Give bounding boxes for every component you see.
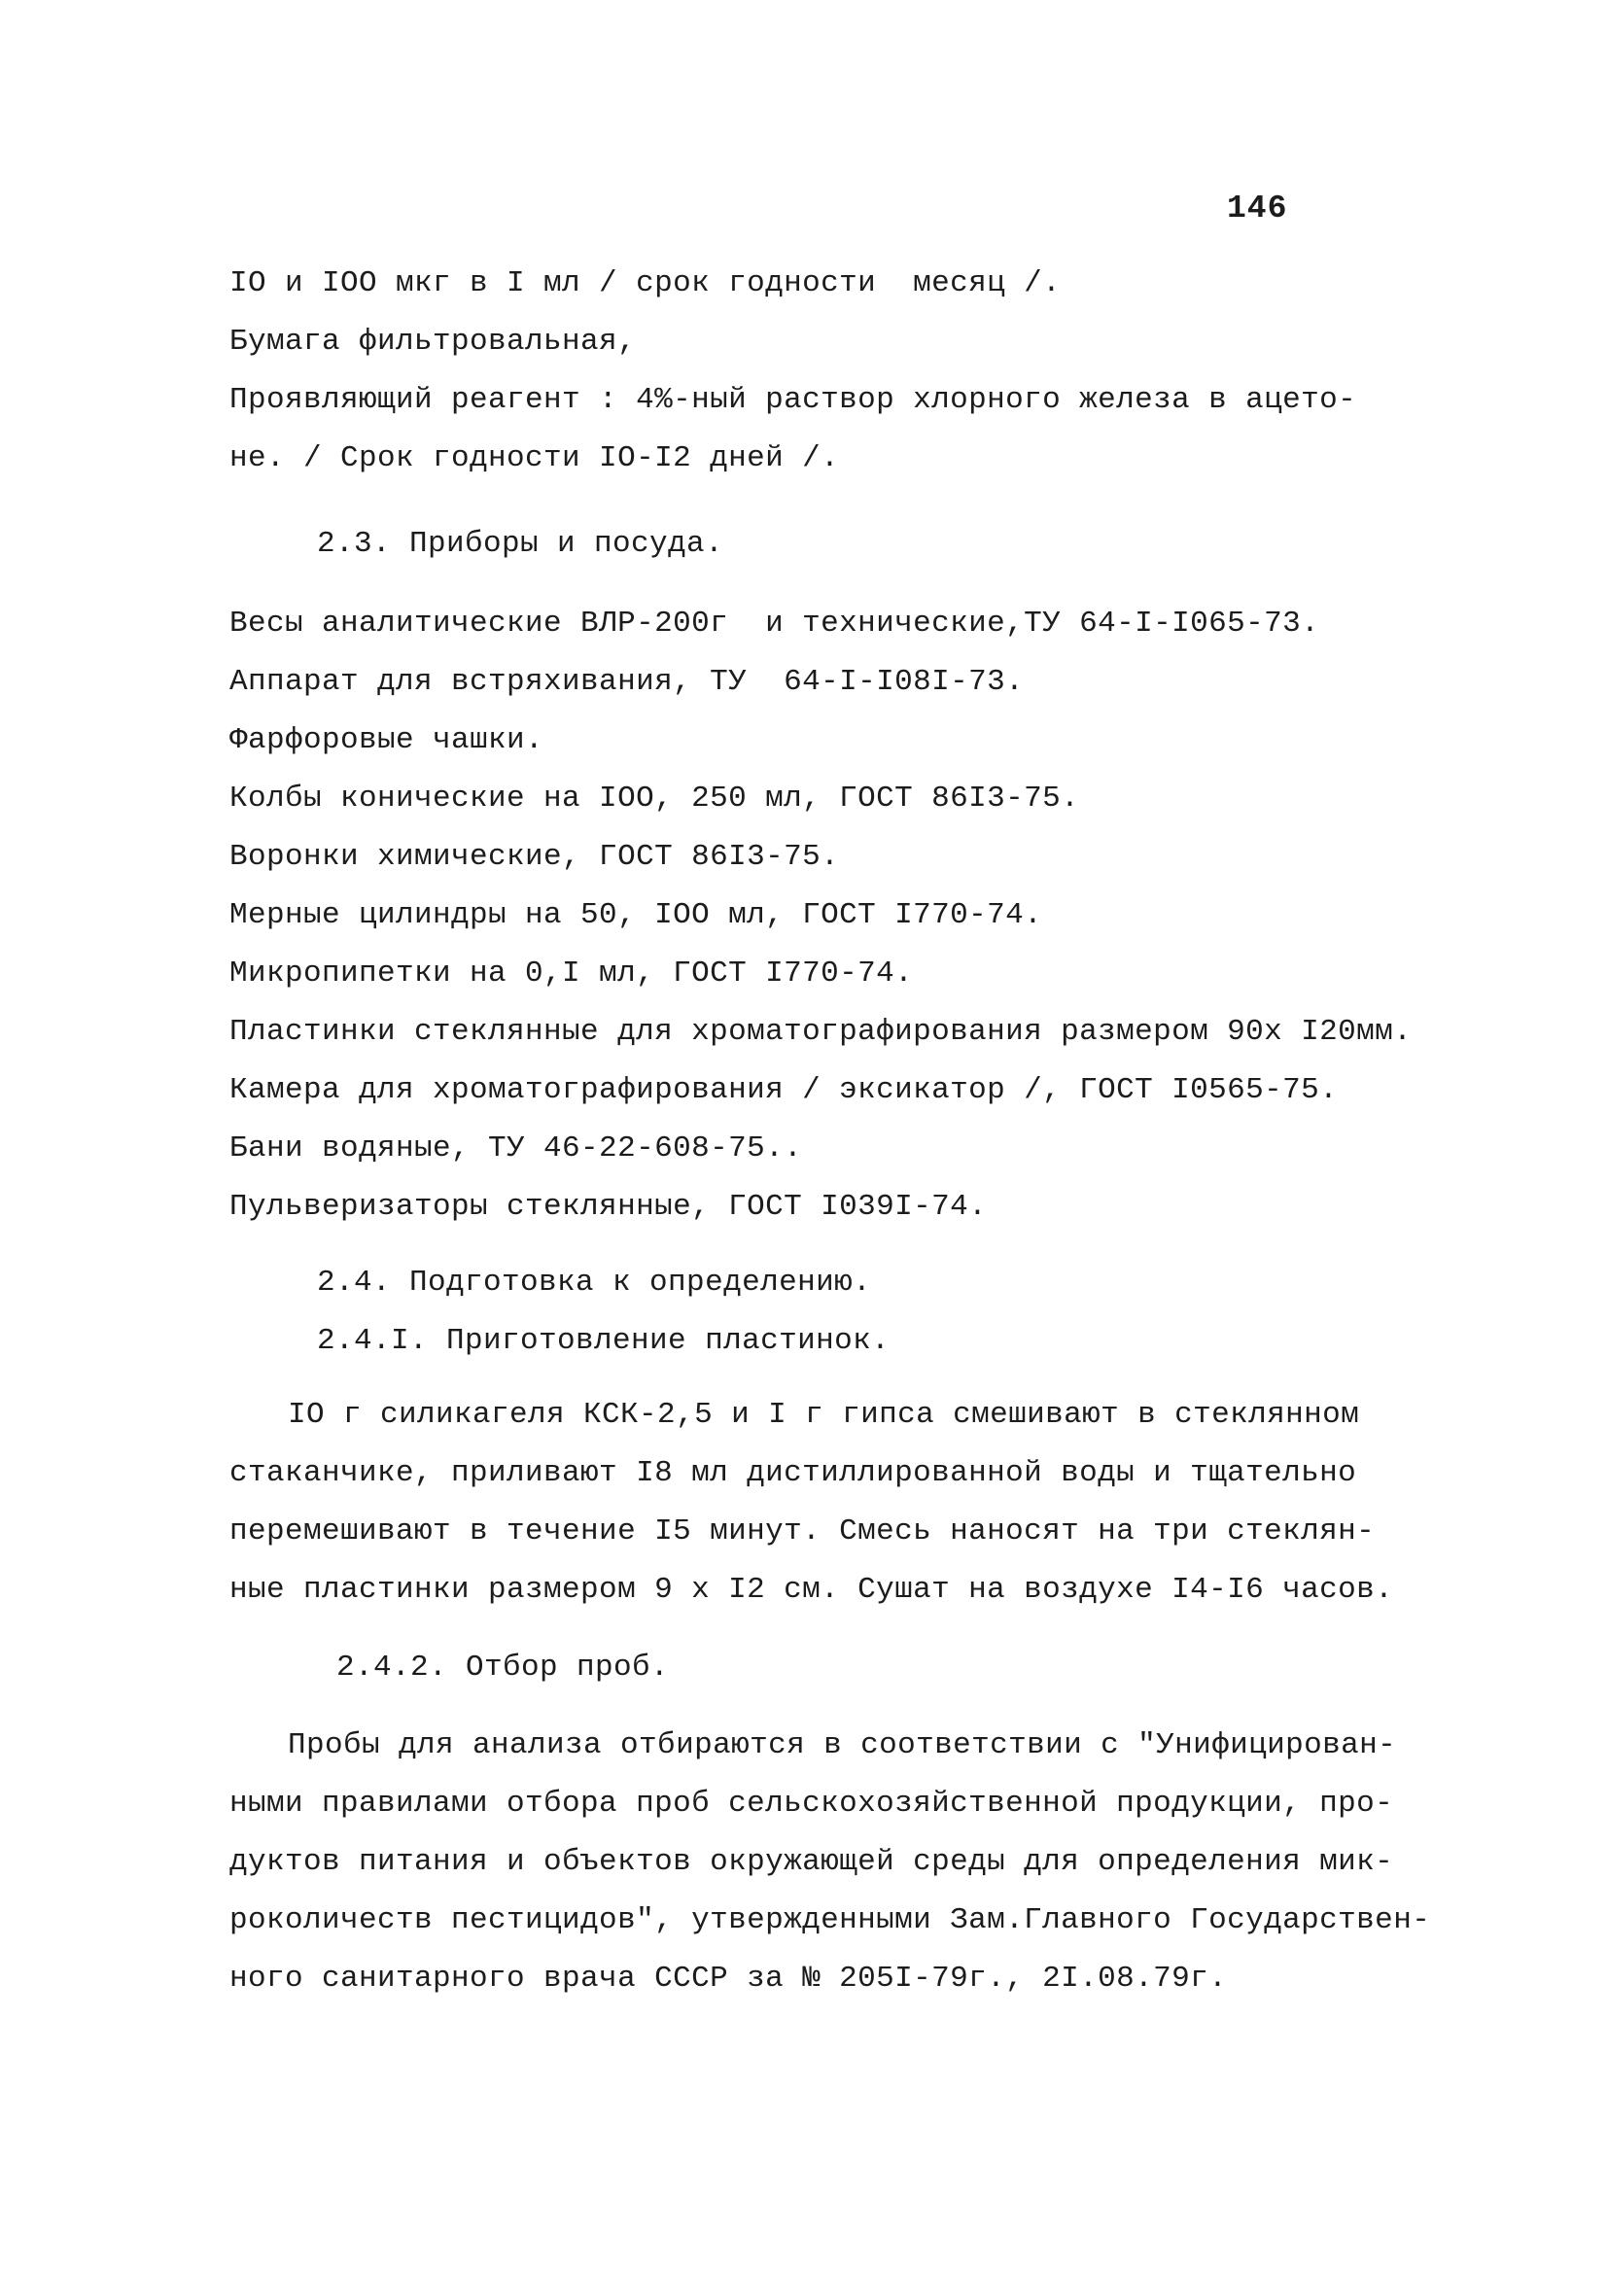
paragraph-line: стаканчике, приливают I8 мл дистиллированной воды и тщательно [229,1456,1357,1490]
paragraph-line: Пробы для анализа отбираются в соответствии с "Унифицирован- [288,1728,1397,1762]
equipment-item: Колбы конические на IOO, 250 мл, ГОСТ 86I3-75. [229,782,1080,816]
reagent-line-4: не. / Срок годности IO-I2 дней /. [229,441,840,475]
section-heading-2-3: 2.3. Приборы и посуда. [317,527,724,561]
equipment-item: Пульверизаторы стеклянные, ГОСТ I039I-74. [229,1190,988,1224]
paragraph-line: ными правилами отбора проб сельскохозяйственной продукции, про- [229,1787,1394,1821]
equipment-item: Камера для хроматографирования / эксикатор /, ГОСТ I0565-75. [229,1073,1339,1107]
subsection-heading-2-4-2: 2.4.2. Отбор проб. [336,1651,670,1685]
reagent-line-1: IO и IOO мкг в I мл / срок годности месяц /. [229,266,1062,300]
reagent-line-2: Бумага фильтровальная, [229,325,637,359]
equipment-item: Пластинки стеклянные для хроматографирования размером 90х I20мм. [229,1015,1413,1049]
page-number: 146 [1227,191,1288,226]
subsection-heading-2-4-1: 2.4.I. Приготовление пластинок. [317,1324,891,1358]
paragraph-line: дуктов питания и объектов окружающей среды для определения мик- [229,1845,1394,1879]
paragraph-line: ные пластинки размером 9 х I2 см. Сушат на воздухе I4-I6 часов. [229,1573,1394,1607]
paragraph-line: перемешивают в течение I5 минут. Смесь наносят на три стеклян- [229,1514,1376,1548]
reagent-line-3: Проявляющий реагент : 4%-ный раствор хлорного железа в ацето- [229,383,1357,417]
equipment-item: Фарфоровые чашки. [229,723,544,757]
equipment-item: Микропипетки на 0,I мл, ГОСТ I770-74. [229,957,914,991]
paragraph-line: роколичеств пестицидов", утвержденными Зам.Главного Государствен- [229,1903,1431,1937]
equipment-item: Воронки химические, ГОСТ 86I3-75. [229,840,840,874]
equipment-item: Бани водяные, ТУ 46-22-608-75.. [229,1131,803,1165]
equipment-item: Мерные цилиндры на 50, IOO мл, ГОСТ I770-74. [229,898,1043,932]
section-heading-2-4: 2.4. Подготовка к определению. [317,1266,872,1300]
paragraph-line: ного санитарного врача СССР за № 205I-79г., 2I.08.79г. [229,1962,1228,1996]
equipment-item: Весы аналитические ВЛР-200г и технические,ТУ 64-I-I065-73. [229,607,1320,641]
paragraph-line: IO г силикагеля КСК-2,5 и I г гипса смешивают в стеклянном [288,1398,1360,1432]
equipment-item: Аппарат для встряхивания, ТУ 64-I-I08I-73. [229,665,1025,699]
